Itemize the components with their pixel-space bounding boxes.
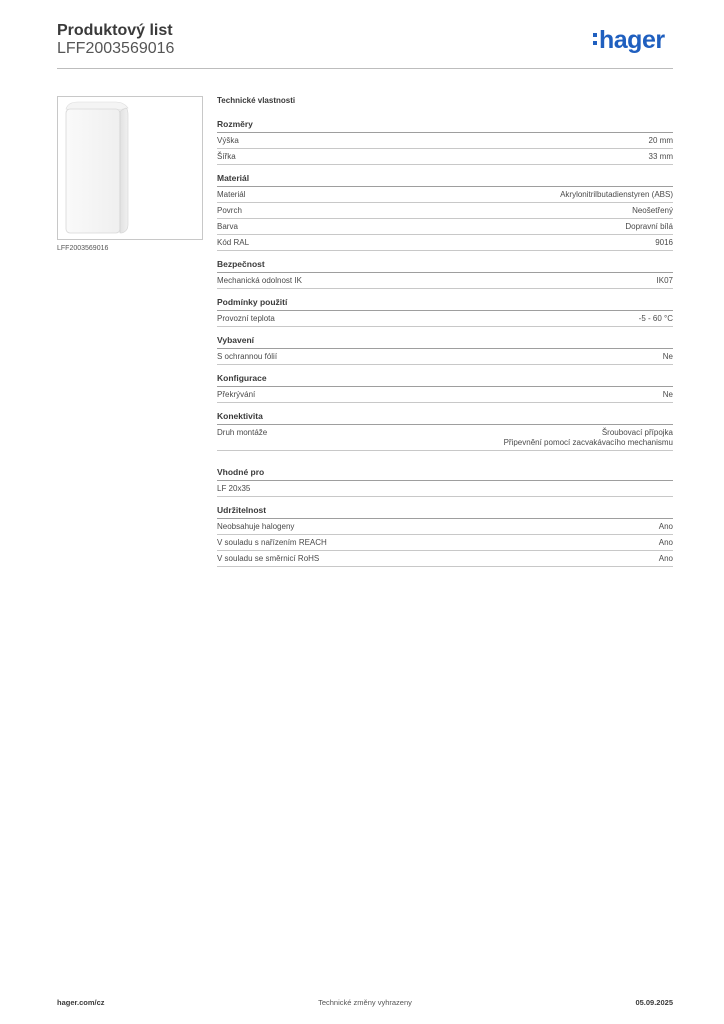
spec-label: Materiál [217, 190, 246, 199]
section-title: Podmínky použití [217, 297, 673, 311]
section-title: Rozměry [217, 119, 673, 133]
section-title: Materiál [217, 173, 673, 187]
spec-value: -5 - 60 °C [638, 314, 673, 323]
section-title: Udržitelnost [217, 505, 673, 519]
spec-row [217, 551, 673, 567]
spec-label: Kód RAL [217, 238, 250, 247]
spec-label: Provozní teplota [217, 314, 275, 323]
spec-value: Ne [662, 390, 673, 399]
spec-section [217, 467, 673, 497]
spec-value: Neošetřený [632, 206, 673, 215]
specs-title: Technické vlastnosti [217, 96, 296, 105]
spec-row [217, 149, 673, 165]
section-title: Vhodné pro [217, 467, 673, 481]
spec-label: Druh montáže [217, 428, 268, 437]
spec-label: Barva [217, 222, 238, 231]
page-header [57, 22, 673, 69]
spec-row [217, 219, 673, 235]
spec-label: Výška [217, 136, 239, 145]
spec-value-line: Šroubovací přípojka [601, 428, 673, 437]
spec-row [217, 235, 673, 251]
technical-properties [217, 96, 673, 575]
footer-date: 05.09.2025 [635, 998, 673, 1007]
hager-logo [593, 25, 673, 55]
footer-note: Technické změny vyhrazeny [318, 998, 412, 1007]
spec-label: Neobsahuje halogeny [217, 522, 295, 531]
spec-row [217, 311, 673, 327]
spec-value: Ano [658, 522, 673, 531]
logo-text: hager [599, 26, 665, 54]
spec-row [217, 133, 673, 149]
spec-value: Dopravní bílá [625, 222, 673, 231]
spec-value: IK07 [656, 276, 673, 285]
spec-value: Ano [658, 554, 673, 563]
spec-label: Šířka [217, 152, 236, 161]
spec-row [217, 349, 673, 365]
spec-row [217, 203, 673, 219]
image-caption: LFF2003569016 [57, 245, 109, 252]
cable-trunking-end-cap-image [58, 97, 202, 239]
product-image [57, 96, 203, 240]
spec-row [217, 187, 673, 203]
spec-section [217, 373, 673, 403]
spec-value: Akrylonitrilbutadienstyren (ABS) [560, 190, 673, 199]
spec-section [217, 259, 673, 289]
spec-value [504, 428, 673, 448]
footer-website: hager.com/cz [57, 998, 105, 1007]
spec-label: V souladu se směrnicí RoHS [217, 554, 320, 563]
spec-value: Ano [658, 538, 673, 547]
spec-row [217, 535, 673, 551]
spec-value: 20 mm [648, 136, 673, 145]
spec-row [217, 425, 673, 451]
spec-row [217, 387, 673, 403]
spec-section [217, 505, 673, 567]
document-title: Produktový list [57, 22, 173, 39]
spec-row [217, 273, 673, 289]
spec-value: 9016 [655, 238, 673, 247]
spec-label: V souladu s nařízením REACH [217, 538, 327, 547]
section-title: Vybavení [217, 335, 673, 349]
spec-label: Mechanická odolnost IK [217, 276, 302, 285]
spec-section [217, 173, 673, 251]
spec-sections [217, 119, 673, 567]
spec-section [217, 411, 673, 451]
section-title: Bezpečnost [217, 259, 673, 273]
spec-label: LF 20x35 [217, 484, 251, 493]
product-code: LFF2003569016 [57, 40, 175, 57]
spec-row [217, 519, 673, 535]
spec-section [217, 119, 673, 165]
logo-dots-icon [593, 33, 597, 49]
spec-label: S ochrannou fólií [217, 352, 278, 361]
spec-value-line: Připevnění pomocí zacvakávacího mechanismu [503, 438, 673, 447]
spec-label: Povrch [217, 206, 242, 215]
spec-value: 33 mm [648, 152, 673, 161]
section-title: Konektivita [217, 411, 673, 425]
spec-row [217, 481, 673, 497]
spec-section [217, 335, 673, 365]
spec-value: Ne [662, 352, 673, 361]
section-title: Konfigurace [217, 373, 673, 387]
spec-section [217, 297, 673, 327]
spec-label: Překrývání [217, 390, 256, 399]
